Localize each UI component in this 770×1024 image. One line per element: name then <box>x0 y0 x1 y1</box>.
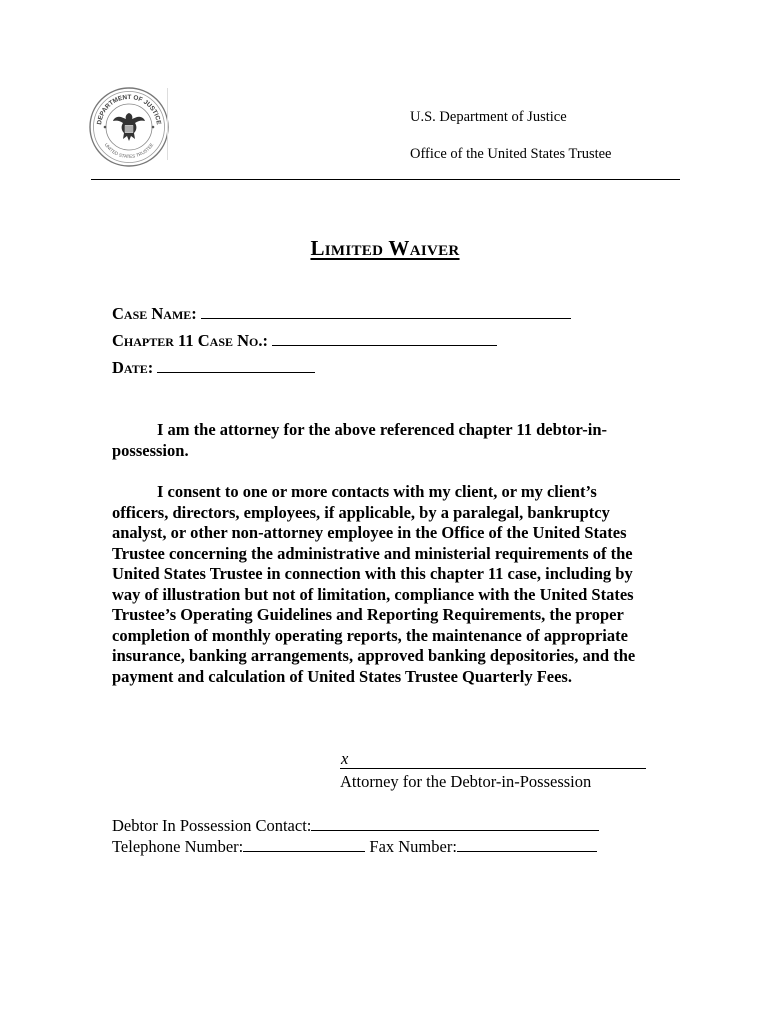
dip-contact-blank[interactable] <box>311 815 599 831</box>
case-number-field <box>112 330 497 351</box>
fax-label: Fax Number: <box>369 837 457 856</box>
signature-caption: Attorney for the Debtor-in-Possession <box>340 772 592 791</box>
agency-header <box>410 108 612 162</box>
case-number-label: Chapter 11 Case No.: <box>112 331 269 350</box>
svg-text:UNITED STATES TRUSTEE: UNITED STATES TRUSTEE <box>103 142 155 160</box>
case-number-blank[interactable] <box>272 330 497 346</box>
signature-block <box>340 749 646 792</box>
signature-line[interactable] <box>340 749 646 769</box>
signature-mark: x <box>341 749 349 768</box>
dip-contact-field <box>112 815 599 836</box>
telephone-label: Telephone Number: <box>112 837 244 856</box>
statement-paragraph-2: I consent to one or more contacts with my client, or my client’s officers, directors, employees, if applicable, by a paralegal, bankruptcy analyst, or other non-attorney employee in the Office of the United States Trustee concerning the administrative and ministerial requirements of the United States Trustee in connection with this chapter 11 case, including by way of illustration but not of limitation, compliance with the United States Trustee’s Operating Guidelines and Reporting Requirements, the proper completion of monthly operating reports, the maintenance of appropriate insurance, banking arrangements, approved banking depositories, and the payment and calculation of United States Trustee Quarterly Fees. <box>112 482 636 686</box>
date-field <box>112 357 315 378</box>
document-title: Limited Waiver <box>310 236 460 260</box>
seal-divider <box>167 88 168 160</box>
case-name-blank[interactable] <box>201 303 571 319</box>
header-divider <box>91 179 680 180</box>
svg-text:DEPARTMENT OF JUSTICE: DEPARTMENT OF JUSTICE <box>96 93 162 126</box>
phone-fax-field <box>112 836 597 857</box>
fax-blank[interactable] <box>457 836 597 852</box>
dip-contact-label: Debtor In Possession Contact: <box>112 816 312 835</box>
agency-name: U.S. Department of Justice <box>410 109 567 125</box>
doj-seal-icon <box>88 86 170 168</box>
case-name-label: Case Name: <box>112 304 197 323</box>
telephone-blank[interactable] <box>243 836 365 852</box>
case-name-field <box>112 303 571 324</box>
office-name: Office of the United States Trustee <box>410 146 612 162</box>
date-blank[interactable] <box>157 357 315 373</box>
statement-paragraph-1: I am the attorney for the above referenced chapter 11 debtor-in-possession. <box>112 420 607 460</box>
date-label: Date: <box>112 358 154 377</box>
